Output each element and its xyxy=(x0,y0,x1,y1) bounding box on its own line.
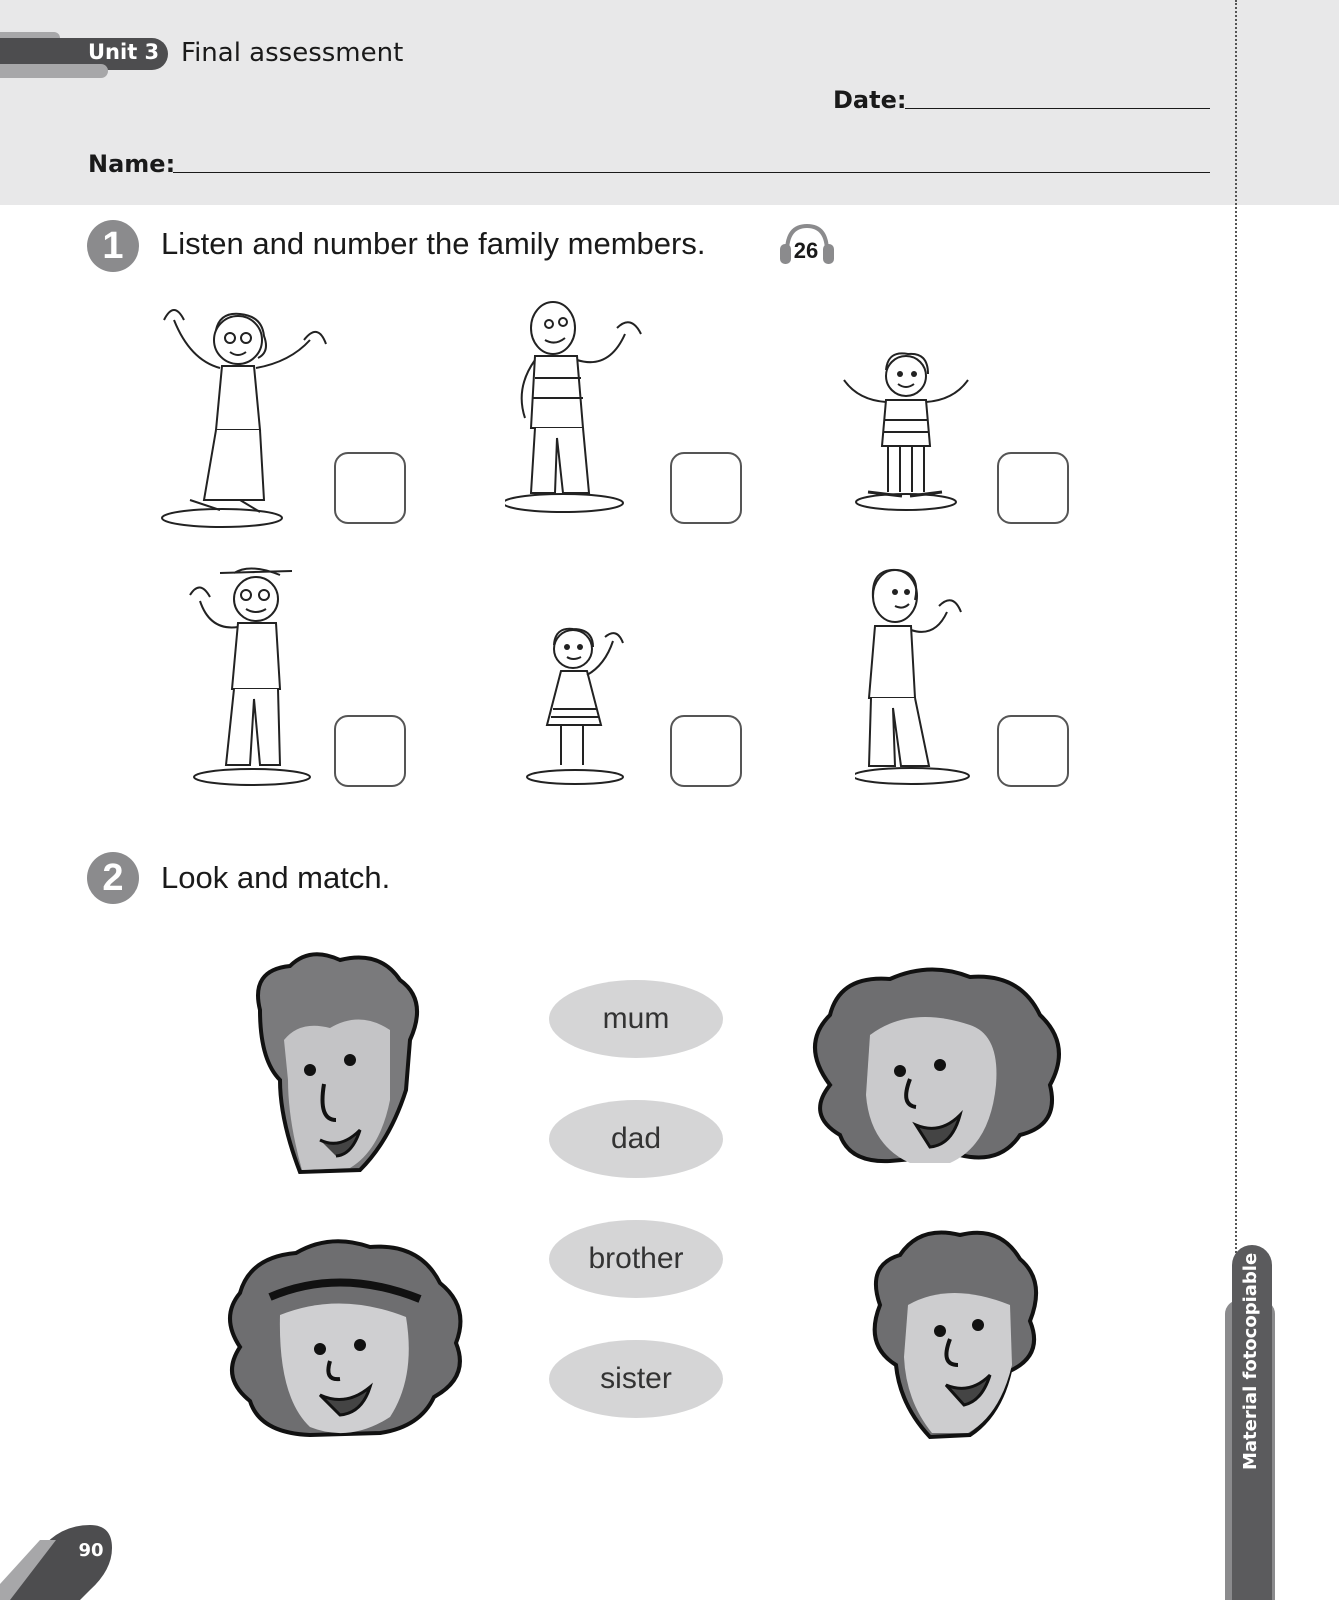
answer-box-1[interactable] xyxy=(334,452,406,524)
answer-box-3[interactable] xyxy=(997,452,1069,524)
word-label: mum xyxy=(602,1002,670,1035)
exercise-1-number: 1 xyxy=(87,220,139,272)
word-label: brother xyxy=(588,1242,684,1275)
face-dad xyxy=(240,950,440,1180)
face-sister xyxy=(220,1237,470,1447)
family-figure-brother xyxy=(838,350,998,530)
exercise-1-title: Listen and number the family members. xyxy=(161,226,706,261)
unit-label: Unit 3 xyxy=(88,40,160,64)
answer-box-5[interactable] xyxy=(670,715,742,787)
family-figure-sister xyxy=(525,625,635,790)
header-band xyxy=(0,0,1339,205)
exercise-2-number: 2 xyxy=(87,852,139,904)
answer-box-2[interactable] xyxy=(670,452,742,524)
face-mum xyxy=(800,965,1070,1185)
page-title: Final assessment xyxy=(181,38,404,68)
answer-box-4[interactable] xyxy=(334,715,406,787)
exercise-2-title: Look and match. xyxy=(161,860,391,895)
name-field[interactable] xyxy=(173,172,1210,173)
photocopiable-label: Material fotocopiable xyxy=(1240,1252,1261,1470)
family-figure-grandma xyxy=(160,300,335,530)
word-oval-mum[interactable] xyxy=(549,980,723,1058)
page-number: 90 xyxy=(78,1540,104,1561)
date-label: Date: xyxy=(833,86,907,114)
face-brother xyxy=(860,1225,1050,1440)
word-oval-dad[interactable] xyxy=(549,1100,723,1178)
date-field[interactable] xyxy=(905,108,1210,109)
family-figure-grandpa xyxy=(505,298,655,528)
name-label: Name: xyxy=(88,150,176,178)
word-label: sister xyxy=(600,1362,672,1395)
family-figure-dad xyxy=(180,565,320,790)
answer-box-6[interactable] xyxy=(997,715,1069,787)
word-oval-brother[interactable] xyxy=(549,1220,723,1298)
track-number: 26 xyxy=(793,238,819,263)
word-oval-sister[interactable] xyxy=(549,1340,723,1418)
family-figure-mum xyxy=(855,568,985,790)
word-label: dad xyxy=(610,1122,662,1155)
